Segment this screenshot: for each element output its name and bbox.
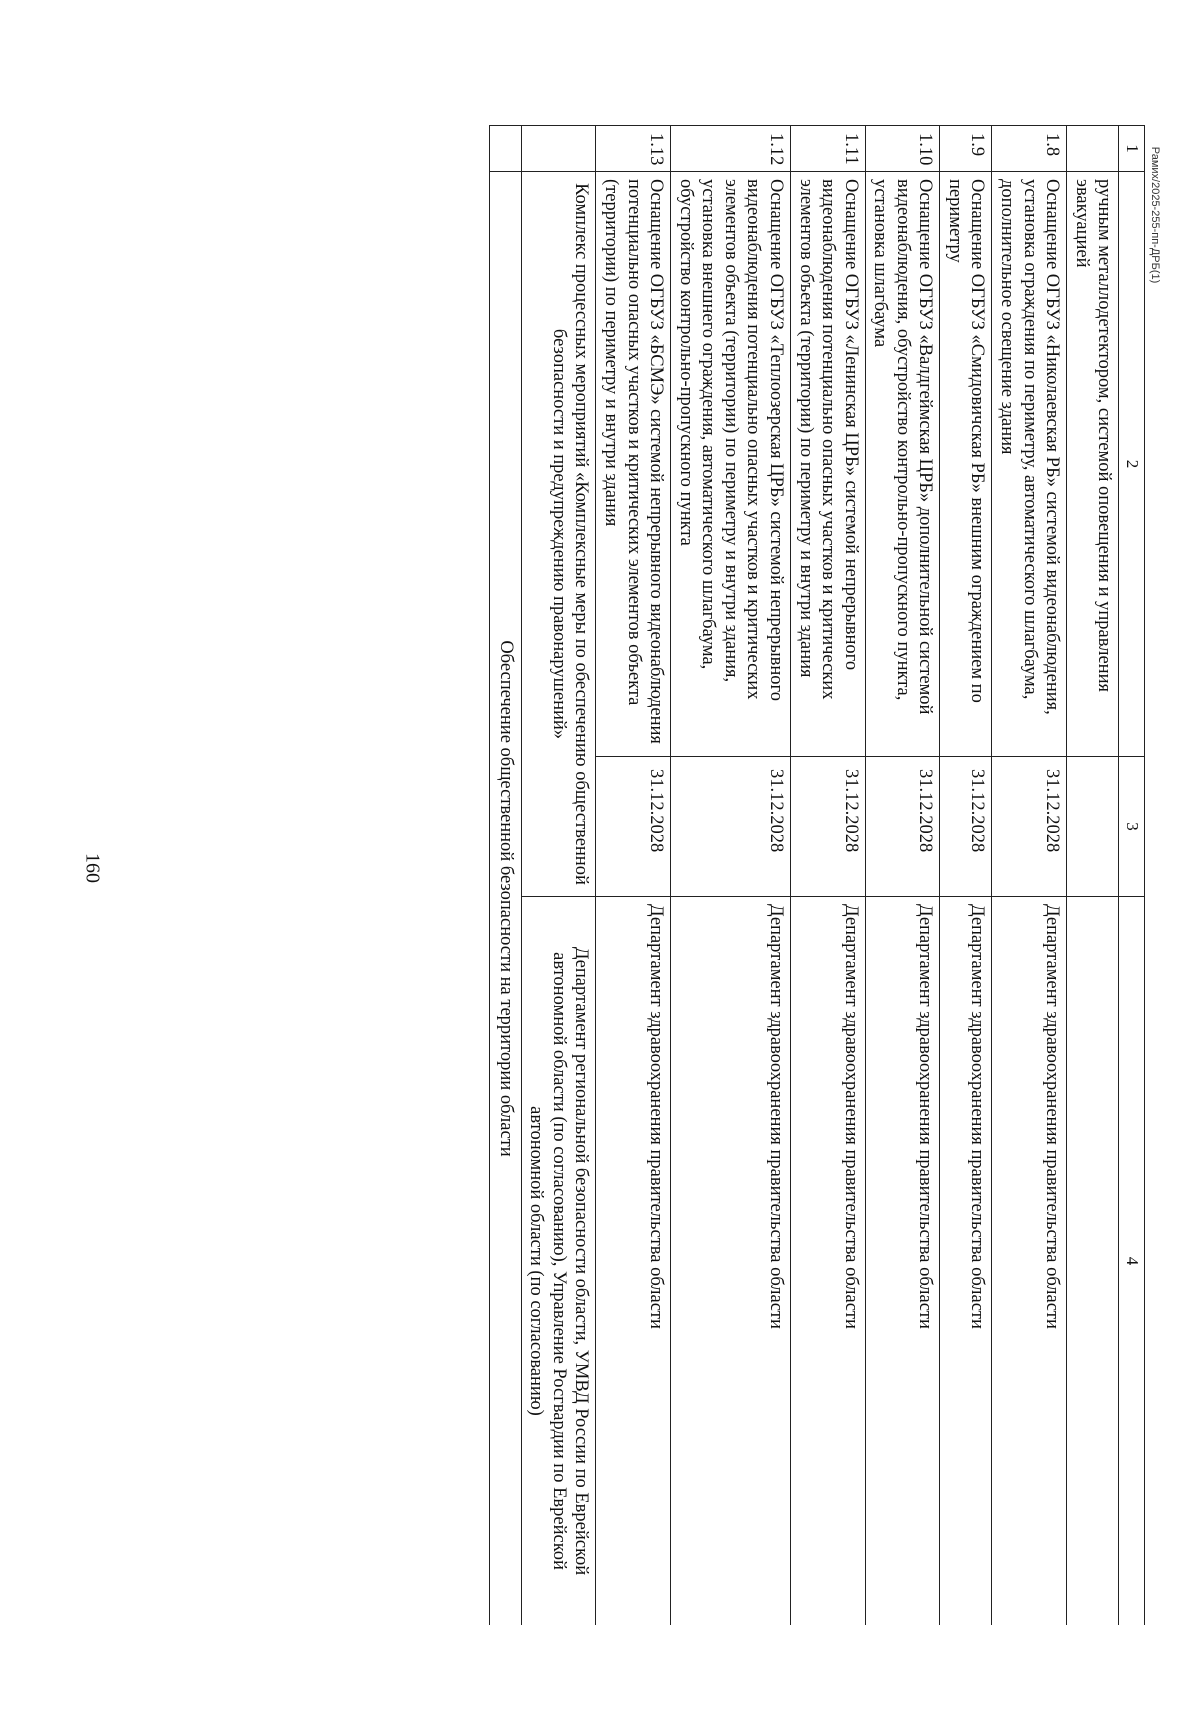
row-deadline: 31.12.2028 [992, 757, 1067, 897]
table-row [992, 126, 1067, 1626]
row-measure: Оснащение ОГБУЗ «Теплоозерская ЦРБ» системой непрерывного видеонаблюдения потенциально опасных участков и критических элементов объекта (территории) по периметру и внутри здания, установка внешнего ограждения, автоматического шлагбаума, обустройство контрольно-пропускного пункта [671, 172, 791, 757]
header-col-4: 4 [1119, 897, 1145, 1626]
row-measure: Оснащение ОГБУЗ «Ленинская ЦРБ» системой непрерывного видеонаблюдения потенциально опасных участков и критических элементов объекта (территории) по периметру и внутри здания [790, 172, 865, 757]
row-measure: Оснащение ОГБУЗ «БСМЭ» системой непрерывного видеонаблюдения потенциально опасных участков и критических элементов объекта (территории) по периметру и внутри здания [596, 172, 671, 757]
row-measure: Оснащение ОГБУЗ «Валдгеймская ЦРБ» дополнительной системой видеонаблюдения, обустройство контрольно-пропускного пункта, установка шлагбаума [865, 172, 940, 757]
row-executor: Департамент здравоохранения правительства области [671, 897, 791, 1626]
header-col-2: 2 [1119, 172, 1145, 757]
document-page [185, 125, 1145, 1625]
row-deadline: 31.12.2028 [596, 757, 671, 897]
row-measure: Оснащение ОГБУЗ «Смидовичская РБ» внешним ограждением по периметру [940, 172, 992, 757]
table-cell [1067, 126, 1119, 172]
section-title: Обеспечение общественной безопасности на территории области [490, 172, 522, 1626]
row-deadline: 31.12.2028 [671, 757, 791, 897]
page-number: 160 [81, 853, 104, 883]
measures-table [489, 125, 1145, 1625]
table-row [865, 126, 940, 1626]
continuation-row [1067, 126, 1119, 1626]
row-number: 1.11 [790, 126, 865, 172]
rotated-table-container [185, 125, 1145, 1625]
row-executor: Департамент здравоохранения правительства области [940, 897, 992, 1626]
row-executor: Департамент здравоохранения правительства области [790, 897, 865, 1626]
row-executor: Департамент здравоохранения правительства области [992, 897, 1067, 1626]
section-row [490, 126, 522, 1626]
table-cell [521, 126, 596, 172]
header-col-3: 3 [1119, 757, 1145, 897]
row-number: 1.8 [992, 126, 1067, 172]
row-number: 1.13 [596, 126, 671, 172]
row-deadline: 31.12.2028 [940, 757, 992, 897]
table-cell [490, 126, 522, 172]
row-executor: Департамент здравоохранения правительства области [865, 897, 940, 1626]
table-row [671, 126, 791, 1626]
row-deadline: 31.12.2028 [865, 757, 940, 897]
table-row [790, 126, 865, 1626]
footer-code: Рамих/2025-255-пп-ДРБ(1) [1149, 146, 1161, 284]
row-number: 1.10 [865, 126, 940, 172]
row-deadline: 31.12.2028 [790, 757, 865, 897]
complex-row [521, 126, 596, 1626]
complex-title: Комплекс процессных мероприятий «Комплексные меры по обеспечению общественной безопасности и предупреждению правонарушений» [521, 172, 596, 897]
row-number: 1.12 [671, 126, 791, 172]
table-row [596, 126, 671, 1626]
row-measure: Оснащение ОГБУЗ «Николаевская РБ» системой видеонаблюдения, установка ограждения по периметру, автоматического шлагбаума, дополнительное освещение здания [992, 172, 1067, 757]
row-executor: Департамент здравоохранения правительства области [596, 897, 671, 1626]
table-cell [1067, 757, 1119, 897]
table-cell [1067, 897, 1119, 1626]
table-header-row [1119, 126, 1145, 1626]
row-number: 1.9 [940, 126, 992, 172]
complex-executor: Департамент региональной безопасности области, УМВД России по Еврейской автономной области (по согласованию), Управление Росгвардии по Еврейской автономной области (по согласованию) [521, 897, 596, 1626]
table-row [940, 126, 992, 1626]
header-col-1: 1 [1119, 126, 1145, 172]
continuation-text: ручным металлодетектором, системой оповещения и управления эвакуацией [1067, 172, 1119, 757]
